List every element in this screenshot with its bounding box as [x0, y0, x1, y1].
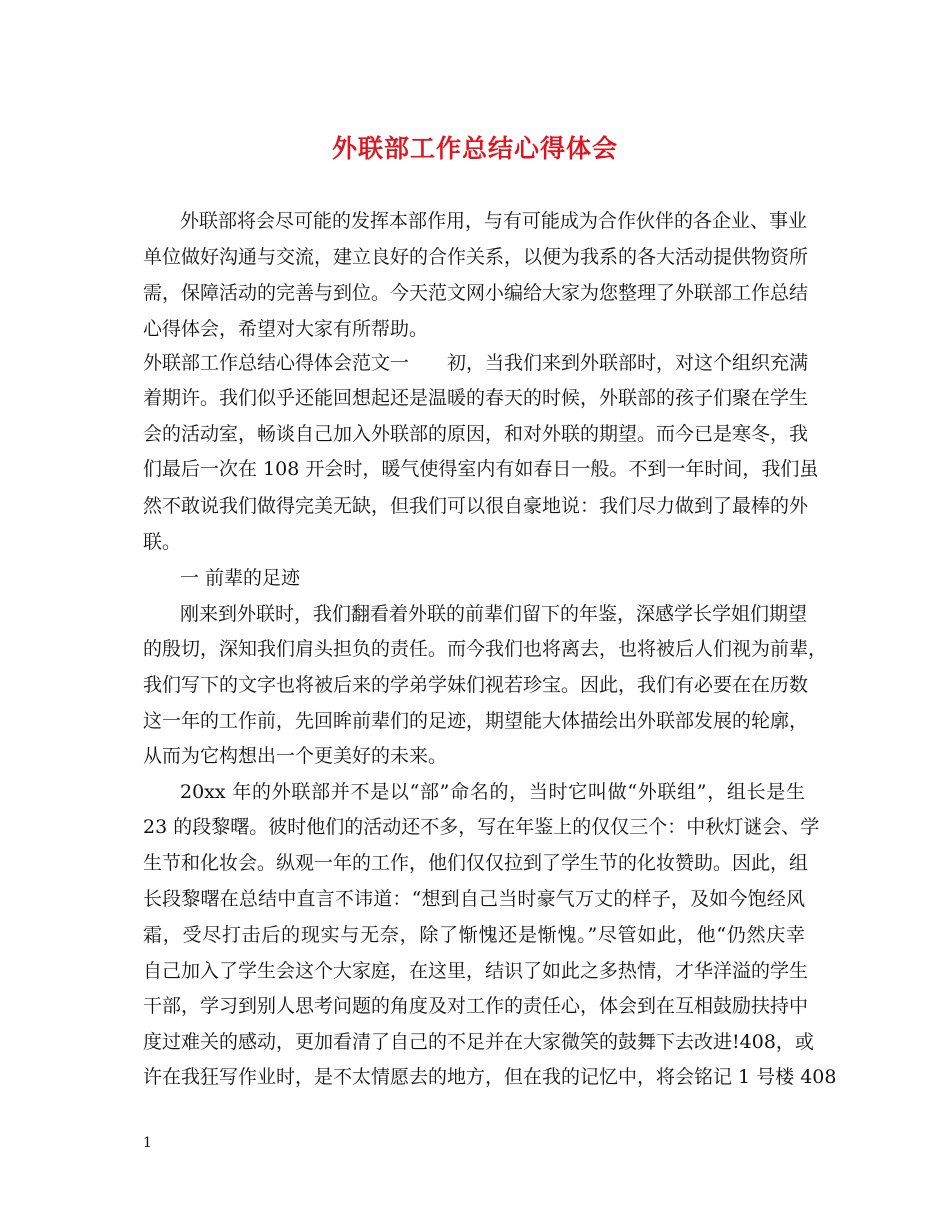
paragraph-line: 联。	[143, 531, 182, 553]
paragraph-line: 的殷切，深知我们肩头担负的责任。而今我们也将离去，也将被后人们视为前辈，	[143, 638, 828, 660]
paragraph-line: 生节和化妆会。纵观一年的工作，他们仅仅拉到了学生节的化妆赞助。因此，组	[143, 852, 809, 874]
paragraph-line: 会的活动室，畅谈自己加入外联部的原因，和对外联的期望。而今已是寒冬，我	[143, 423, 809, 445]
paragraph-line: 自己加入了学生会这个大家庭，在这里，结识了如此之多热情，才华洋溢的学生	[143, 960, 809, 982]
paragraph-line: 长段黎曙在总结中直言不讳道：“想到自己当时豪气万丈的样子，及如今饱经风	[143, 888, 805, 910]
paragraph-line: 20xx 年的外联部并不是以“部”命名的，当时它叫做“外联组”，组长是生	[180, 781, 805, 803]
paragraph-line: 单位做好沟通与交流，建立良好的合作关系，以便为我系的各大活动提供物资所	[143, 246, 809, 268]
paragraph-line: 我们写下的文字也将被后来的学弟学妹们视若珍宝。因此，我们有必要在在历数	[143, 674, 809, 696]
paragraph-line: 然不敢说我们做得完美无缺，但我们可以很自豪地说：我们尽力做到了最棒的外	[143, 495, 809, 517]
paragraph-line: 着期许。我们似乎还能回想起还是温暖的春天的时候，外联部的孩子们聚在学生	[143, 387, 809, 409]
document-title: 外联部工作总结心得体会	[331, 134, 618, 163]
paragraph-line: 外联部工作总结心得体会范文一 初，当我们来到外联部时，对这个组织充满	[143, 352, 809, 374]
paragraph-line: 度过难关的感动，更加看清了自己的不足并在大家微笑的鼓舞下去改进!408，或	[143, 1031, 814, 1053]
paragraph-line: 这一年的工作前，先回眸前辈们的足迹，期望能大体描绘出外联部发展的轮廓，	[143, 710, 809, 732]
paragraph-line: 外联部将会尽可能的发挥本部作用，与有可能成为合作伙伴的各企业、事业	[180, 210, 808, 232]
paragraph-line: 刚来到外联时，我们翻看着外联的前辈们留下的年鉴，深感学长学姐们期望	[180, 603, 808, 625]
paragraph-line: 心得体会，希望对大家有所帮助。	[143, 318, 429, 340]
paragraph-line: 从而为它构想出一个更美好的未来。	[143, 745, 448, 767]
paragraph-line: 们最后一次在 108 开会时，暖气使得室内有如春日一般。不到一年时间，我们虽	[143, 458, 819, 480]
paragraph-line: 霜，受尽打击后的现实与无奈，除了惭愧还是惭愧。”尽管如此，他“仍然庆幸	[143, 924, 805, 946]
paragraph-line: 许在我狂写作业时，是不太情愿去的地方，但在我的记忆中，将会铭记 1 号楼 408	[143, 1066, 837, 1088]
page-number: 1	[143, 1135, 152, 1151]
paragraph-line: 需，保障活动的完善与到位。今天范文网小编给大家为您整理了外联部工作总结	[143, 282, 809, 304]
paragraph-line: 干部，学习到别人思考问题的角度及对工作的责任心，体会到在互相鼓励扶持中	[143, 995, 809, 1017]
paragraph-line: 23 的段黎曙。彼时他们的活动还不多，写在年鉴上的仅仅三个：中秋灯谜会、学	[143, 816, 820, 838]
section-heading: 一 前辈的足迹	[180, 567, 301, 589]
